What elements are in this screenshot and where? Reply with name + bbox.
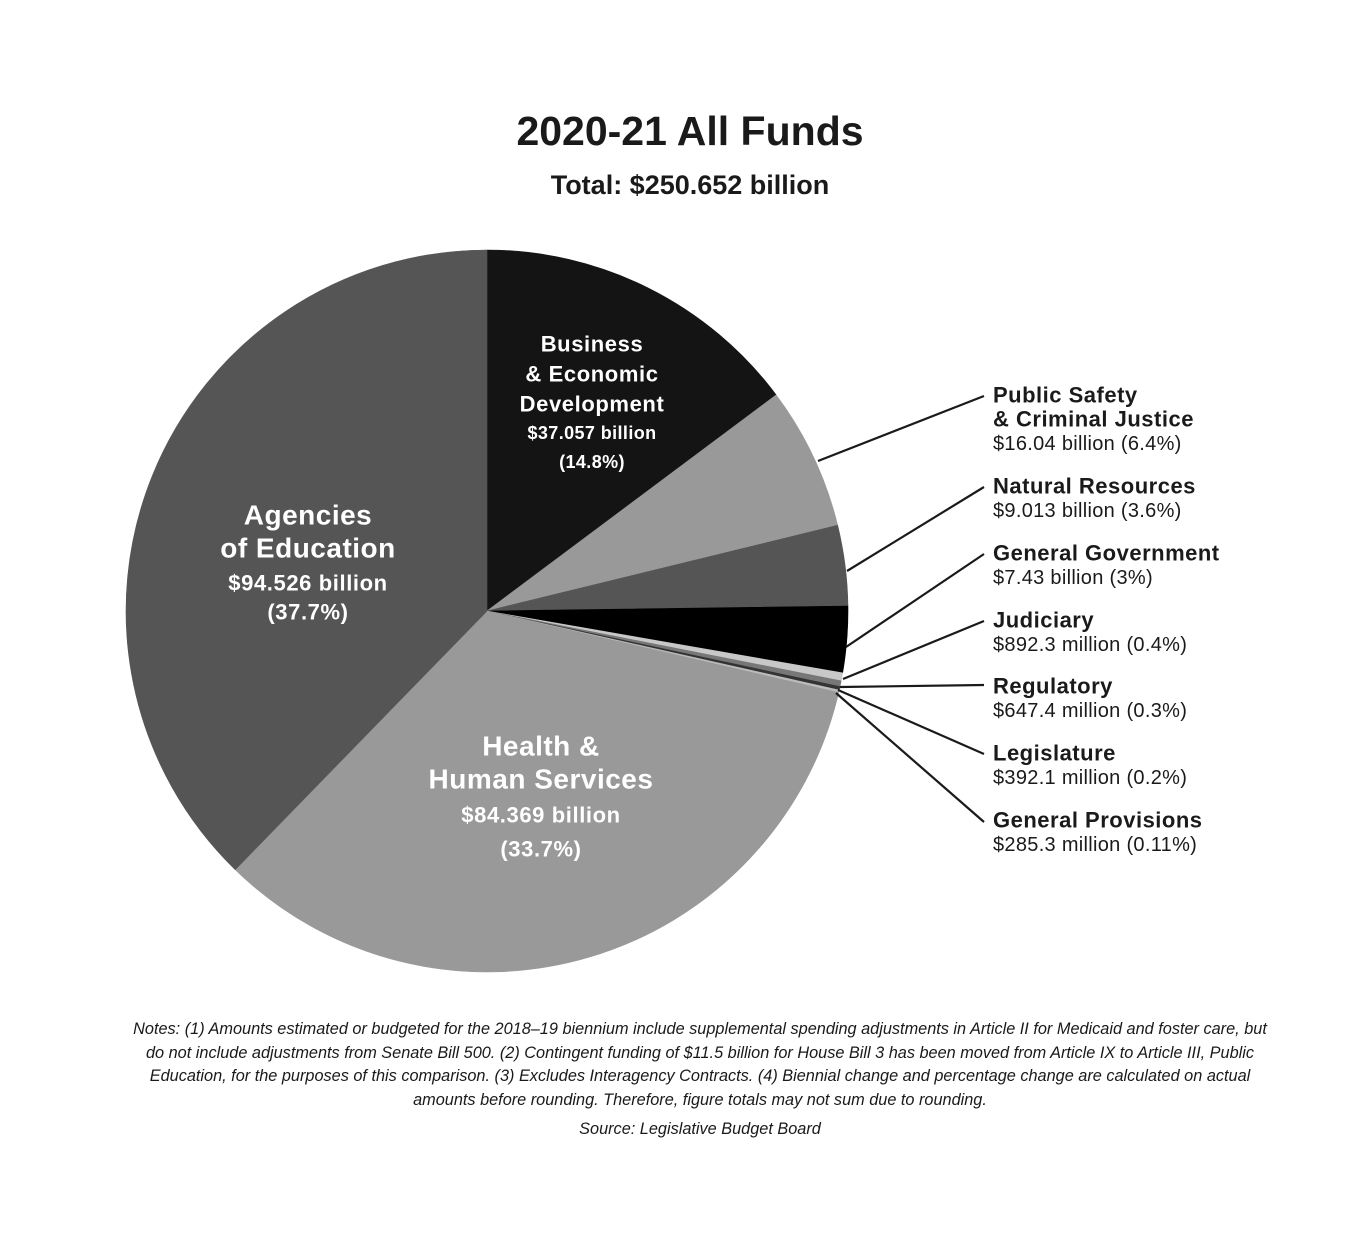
- slice-label-hhs-line-2: Human Services: [428, 763, 654, 795]
- chart-subtitle: Total: $250.652 billion: [550, 170, 830, 200]
- side-value-leg: $392.1 million (0.2%): [993, 767, 1188, 789]
- leader-line-gg: [846, 554, 984, 647]
- side-value-jud: $892.3 million (0.4%): [993, 634, 1188, 656]
- leader-line-gp: [836, 693, 984, 822]
- slice-amount-edu: $94.526 billion: [228, 570, 388, 596]
- side-value-nr: $9.013 billion (3.6%): [993, 500, 1182, 522]
- slice-percent-hhs: (33.7%): [500, 836, 582, 862]
- slice-label-hhs-line-1: Health &: [482, 730, 600, 762]
- side-value-ps: $16.04 billion (6.4%): [993, 433, 1182, 455]
- slice-label-bus-line-2: & Economic: [525, 361, 659, 387]
- side-label-ps-line-2: & Criminal Justice: [993, 406, 1194, 432]
- leader-line-ps: [818, 396, 984, 461]
- slice-label-bus-line-3: Development: [519, 391, 665, 417]
- side-label-gg-line-1: General Government: [993, 540, 1220, 566]
- slice-label-edu-line-1: Agencies: [243, 499, 373, 531]
- side-label-ps-line-1: Public Safety: [993, 382, 1138, 408]
- leader-line-leg: [838, 690, 984, 754]
- side-label-jud-line-1: Judiciary: [993, 607, 1095, 633]
- side-label-nr-line-1: Natural Resources: [993, 473, 1196, 499]
- slice-amount-bus: $37.057 billion: [527, 423, 657, 443]
- side-label-gp-line-1: General Provisions: [993, 807, 1203, 833]
- leader-line-reg: [840, 685, 984, 687]
- chart-title: 2020-21 All Funds: [516, 108, 864, 154]
- chart-notes: Notes: (1) Amounts estimated or budgeted for the 2018–19 biennium include supplemental spending adjustments in Article II for Medicaid and foster care, but do not include adjustments from Senate Bill 500. (2) Contingent funding of $11.5 billion for House Bill 3 has been moved from Article IX to Article III, Public Education, for the purposes of this comparison. (3) Excludes Interagency Contracts. (4) Biennial change and percentage change are calculated on actual amounts before rounding. Therefore, figure totals may not sum due to rounding.: [133, 1020, 1267, 1109]
- side-value-gp: $285.3 million (0.11%): [993, 834, 1198, 856]
- leader-line-nr: [847, 487, 984, 571]
- side-label-reg-line-1: Regulatory: [993, 673, 1113, 699]
- slice-label-bus-line-1: Business: [540, 331, 644, 357]
- side-label-leg-line-1: Legislature: [993, 740, 1116, 766]
- slice-label-edu-line-2: of Education: [220, 532, 396, 564]
- slice-amount-hhs: $84.369 billion: [461, 802, 621, 828]
- slice-percent-bus: (14.8%): [559, 452, 625, 472]
- slice-percent-edu: (37.7%): [267, 599, 349, 625]
- side-value-reg: $647.4 million (0.3%): [993, 700, 1188, 722]
- side-value-gg: $7.43 billion (3%): [993, 567, 1153, 589]
- leader-line-jud: [843, 621, 984, 679]
- chart-source: Source: Legislative Budget Board: [579, 1120, 821, 1138]
